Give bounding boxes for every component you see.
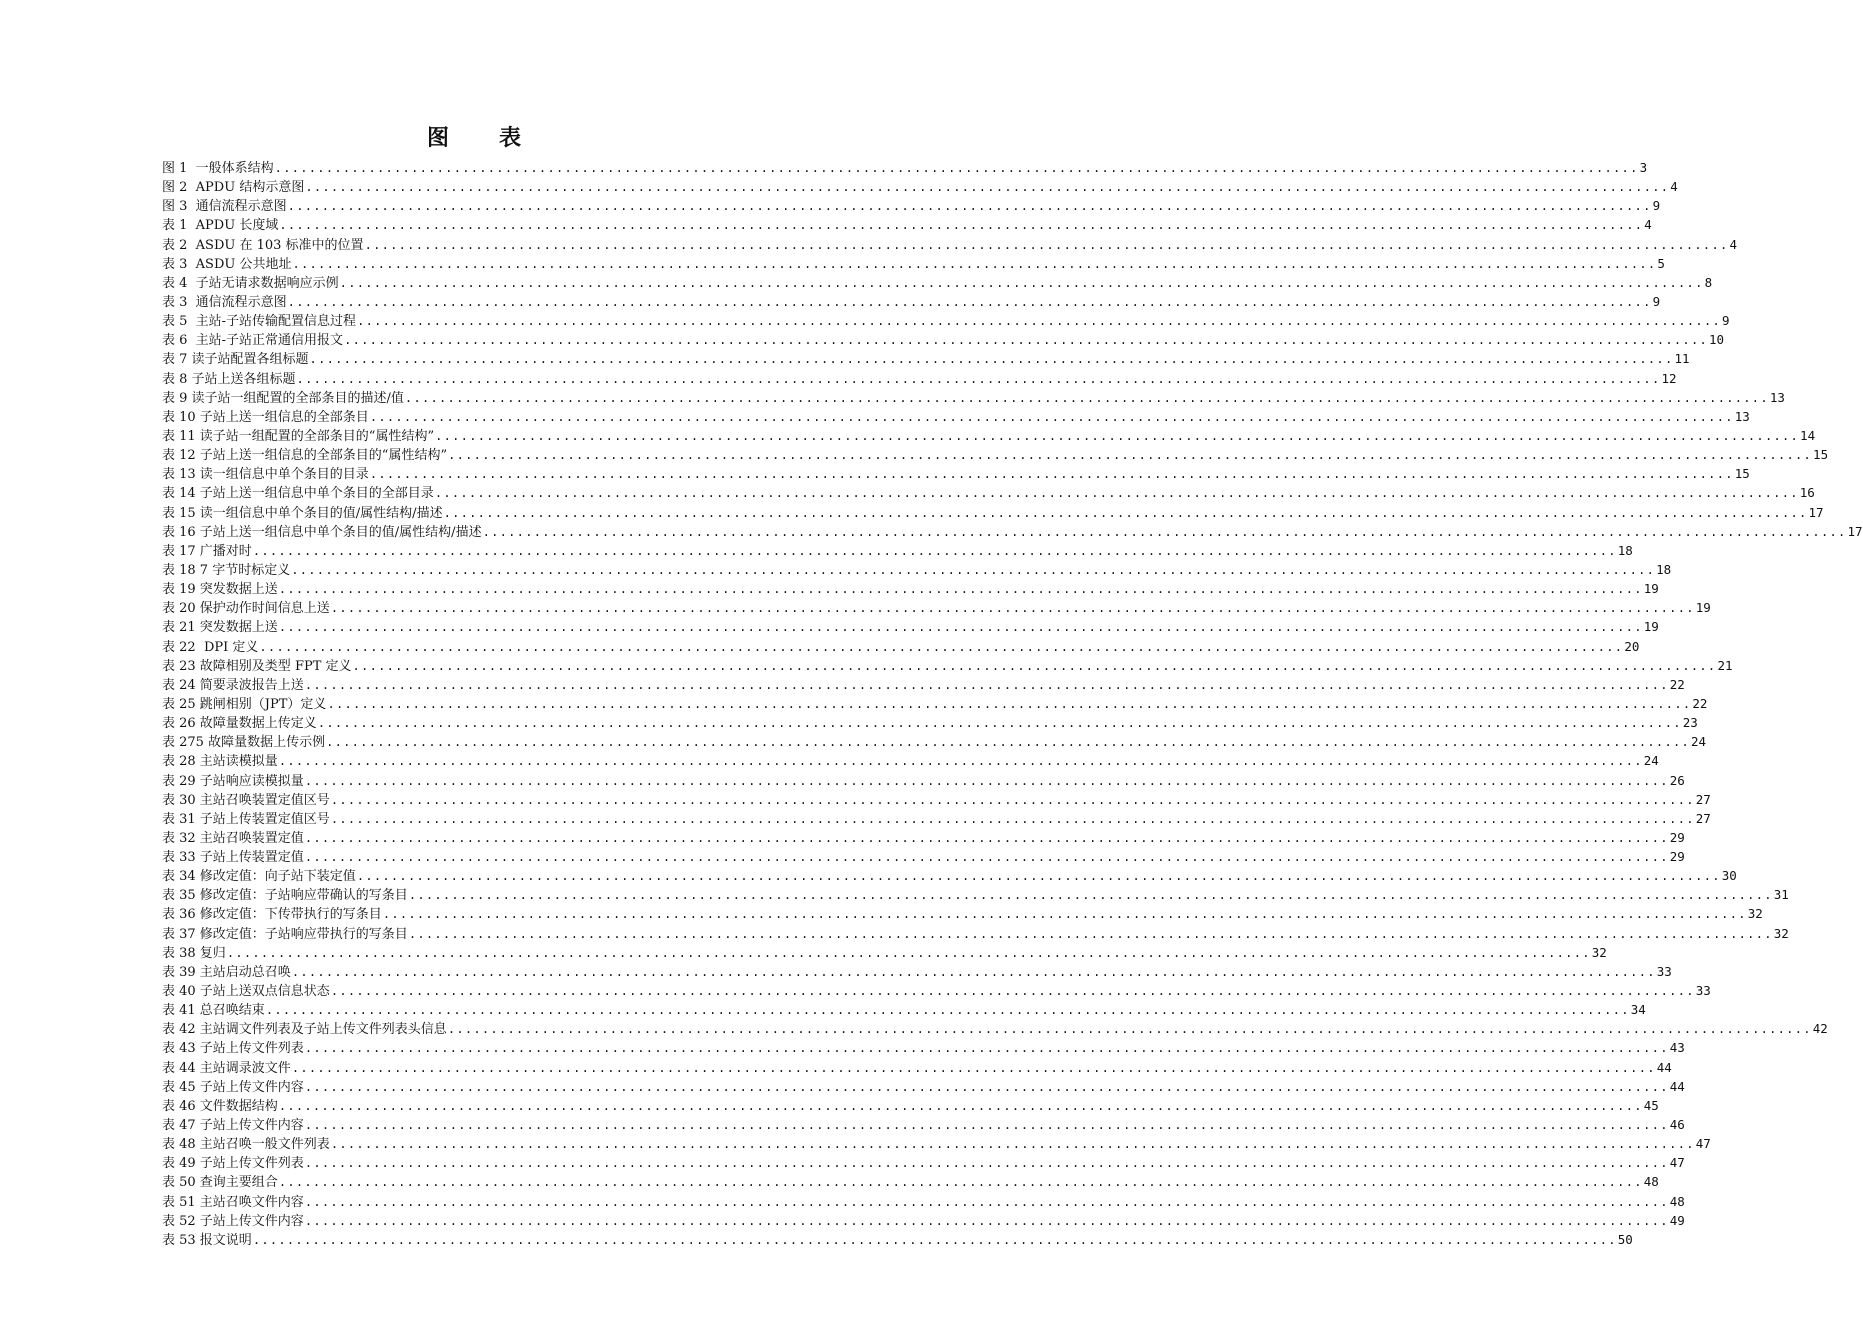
- toc-entry-label: 表 32 主站召唤装置定值: [162, 830, 304, 846]
- toc-entry-label: 表 42 主站调文件列表及子站上传文件列表头信息: [162, 1022, 447, 1038]
- toc-entry[interactable]: [162, 426, 1816, 445]
- toc-dot-leader: ................................................................................................................................................................: [226, 945, 1591, 960]
- toc-entry-page-number: 32: [1773, 925, 1789, 941]
- toc-entry[interactable]: [162, 522, 1863, 541]
- toc-entry-label: 表 41 总召唤结束: [162, 1003, 265, 1019]
- toc-entry[interactable]: [162, 732, 1707, 751]
- toc-entry-label: 表 43 子站上传文件列表: [162, 1041, 304, 1057]
- toc-entry-page-number: 32: [1591, 944, 1607, 960]
- toc-entry-label: 表 7 读子站配置各组标题: [162, 352, 309, 368]
- toc-dot-leader: ................................................................................................................................................................: [304, 830, 1669, 845]
- toc-entry-label: 表 14 子站上送一组信息中单个条目的全部目录: [162, 486, 434, 502]
- toc-entry-page-number: 34: [1630, 1002, 1646, 1018]
- toc-dot-leader: ................................................................................................................................................................: [357, 314, 1721, 329]
- toc-entry-page-number: 15: [1813, 447, 1829, 463]
- toc-entry-page-number: 23: [1682, 715, 1698, 731]
- toc-dot-leader: ................................................................................................................................................................: [330, 1137, 1695, 1152]
- toc-entry-label: 表 19 突发数据上送: [162, 582, 278, 598]
- toc-dot-leader: ................................................................................................................................................................: [364, 237, 1729, 252]
- toc-entry-label: 表 23 故障相别及类型 FPT 定义: [162, 658, 352, 674]
- toc-entry[interactable]: [162, 541, 1633, 560]
- toc-entry-label: 表 3 通信流程示意图: [162, 294, 287, 310]
- toc-dot-leader: ................................................................................................................................................................: [304, 850, 1669, 865]
- toc-entry-page-number: 16: [1799, 485, 1815, 501]
- toc-entry-page-number: 30: [1721, 868, 1737, 884]
- toc-entry[interactable]: [162, 369, 1677, 388]
- toc-entry-page-number: 3: [1639, 160, 1648, 175]
- toc-entry-page-number: 13: [1734, 408, 1750, 424]
- toc-entry-label: 表 9 读子站一组配置的全部条目的描述/值: [162, 390, 404, 406]
- toc-dot-leader: ................................................................................................................................................................: [278, 1175, 1643, 1190]
- toc-entry[interactable]: [162, 483, 1815, 502]
- toc-entry-label: 表 24 简要录波报告上送: [162, 677, 304, 693]
- page-title: [0, 124, 950, 154]
- toc-entry-label: 表 25 跳闸相别（JPT）定义: [162, 696, 327, 712]
- toc-entry[interactable]: [162, 904, 1763, 923]
- toc-entry-page-number: 11: [1674, 351, 1690, 367]
- toc-dot-leader: ................................................................................................................................................................: [317, 716, 1682, 731]
- toc-entry-page-number: 45: [1643, 1097, 1659, 1113]
- toc-entry[interactable]: [162, 215, 1652, 234]
- toc-dot-leader: ................................................................................................................................................................: [369, 409, 1734, 424]
- toc-entry[interactable]: [162, 273, 1713, 292]
- toc-entry-page-number: 29: [1669, 849, 1685, 865]
- toc-entry[interactable]: [162, 445, 1829, 464]
- toc-dot-leader: ................................................................................................................................................................: [278, 1098, 1643, 1113]
- toc-dot-leader: ................................................................................................................................................................: [291, 562, 1656, 577]
- toc-dot-leader: ................................................................................................................................................................: [408, 888, 1773, 903]
- toc-entry[interactable]: [162, 981, 1711, 1000]
- toc-entry-label: 图 1 一般体系结构: [162, 161, 274, 176]
- toc-entry[interactable]: [162, 809, 1711, 828]
- toc-dot-leader: ................................................................................................................................................................: [352, 658, 1717, 673]
- toc-entry[interactable]: [162, 1000, 1646, 1019]
- toc-dot-leader: ................................................................................................................................................................: [309, 352, 1674, 367]
- toc-entry-label: 表 275 故障量数据上传示例: [162, 735, 326, 751]
- toc-entry[interactable]: [162, 885, 1789, 904]
- toc-entry-page-number: 13: [1769, 389, 1785, 405]
- toc-dot-leader: ................................................................................................................................................................: [304, 677, 1669, 692]
- toc-entry[interactable]: [162, 235, 1738, 254]
- toc-dot-leader: ................................................................................................................................................................: [447, 1022, 1812, 1037]
- toc-entry[interactable]: [162, 790, 1711, 809]
- toc-entry-label: 表 6 主站-子站正常通信用报文: [162, 333, 344, 349]
- toc-entry-label: 表 45 子站上传文件内容: [162, 1079, 304, 1095]
- toc-entry-label: 表 1 APDU 长度域: [162, 218, 279, 234]
- toc-entry-page-number: 20: [1624, 638, 1640, 654]
- toc-entry-page-number: 9: [1722, 313, 1730, 329]
- toc-entry-page-number: 29: [1669, 829, 1685, 845]
- toc-entry[interactable]: [162, 847, 1685, 866]
- toc-dot-leader: ................................................................................................................................................................: [252, 543, 1617, 558]
- toc-entry[interactable]: [162, 675, 1685, 694]
- toc-entry-page-number: 4: [1729, 236, 1738, 252]
- toc-entry-page-number: 50: [1617, 1231, 1633, 1247]
- toc-entry[interactable]: [162, 560, 1672, 579]
- toc-entry[interactable]: [162, 828, 1685, 847]
- toc-entry-page-number: 8: [1704, 274, 1713, 290]
- toc-dot-leader: ................................................................................................................................................................: [408, 926, 1773, 941]
- toc-dot-leader: ................................................................................................................................................................: [259, 639, 1624, 654]
- toc-entry-label: 表 48 主站召唤一般文件列表: [162, 1137, 330, 1153]
- toc-entry[interactable]: [162, 617, 1659, 636]
- toc-entry-page-number: 5: [1657, 255, 1665, 271]
- toc-entry[interactable]: [162, 866, 1737, 885]
- toc-entry[interactable]: [162, 1172, 1659, 1191]
- toc-entry[interactable]: [162, 579, 1659, 598]
- title-char-2: 表: [499, 126, 524, 151]
- toc-entry-label: 表 28 主站读模拟量: [162, 754, 278, 770]
- toc-entry-page-number: 26: [1669, 772, 1685, 788]
- toc-dot-leader: ................................................................................................................................................................: [278, 582, 1643, 597]
- toc-entry-page-number: 9: [1652, 293, 1661, 309]
- toc-entry-label: 表 37 修改定值：子站响应带执行的写条目: [162, 926, 408, 942]
- toc-entry[interactable]: [162, 177, 1678, 196]
- toc-entry-page-number: 47: [1669, 1155, 1685, 1171]
- toc-entry-label: 表 26 故障量数据上传定义: [162, 716, 317, 732]
- toc-entry[interactable]: [162, 962, 1672, 981]
- toc-entry-page-number: 18: [1617, 542, 1633, 558]
- toc-entry-label: 表 10 子站上送一组信息的全部条目: [162, 409, 369, 425]
- title-char-1: 图: [426, 126, 451, 151]
- toc-dot-leader: ................................................................................................................................................................: [304, 1118, 1669, 1133]
- toc-entry-page-number: 27: [1695, 810, 1711, 826]
- toc-entry-label: 表 39 主站启动总召唤: [162, 964, 291, 980]
- toc-dot-leader: ................................................................................................................................................................: [448, 448, 1813, 463]
- toc-entry-page-number: 47: [1695, 1136, 1711, 1152]
- toc-entry[interactable]: [162, 158, 1648, 177]
- toc-dot-leader: ................................................................................................................................................................: [369, 467, 1734, 482]
- toc-entry-page-number: 9: [1652, 198, 1661, 214]
- toc-dot-leader: ................................................................................................................................................................: [291, 964, 1656, 979]
- toc-entry-page-number: 4: [1670, 179, 1678, 195]
- toc-dot-leader: ................................................................................................................................................................: [344, 333, 1708, 348]
- toc-dot-leader: ................................................................................................................................................................: [296, 371, 1661, 386]
- toc-entry-label: 表 16 子站上送一组信息中单个条目的值/属性结构/描述: [162, 524, 482, 540]
- toc-dot-leader: ................................................................................................................................................................: [304, 1213, 1669, 1228]
- toc-entry-page-number: 19: [1643, 581, 1659, 597]
- toc-entry-page-number: 42: [1812, 1021, 1828, 1037]
- toc-entry-label: 表 29 子站响应读模拟量: [162, 773, 304, 789]
- toc-dot-leader: ................................................................................................................................................................: [305, 180, 1670, 195]
- toc-entry-page-number: 33: [1695, 983, 1711, 999]
- toc-entry-label: 表 2 ASDU 在 103 标准中的位置: [162, 237, 364, 253]
- toc-entry[interactable]: [162, 943, 1607, 962]
- toc-entry-page-number: 31: [1773, 887, 1789, 903]
- toc-entry[interactable]: [162, 1134, 1711, 1153]
- toc-dot-leader: ................................................................................................................................................................: [291, 1060, 1656, 1075]
- toc-entry[interactable]: [162, 598, 1711, 617]
- toc-entry-label: 表 15 读一组信息中单个条目的值/属性结构/描述: [162, 505, 443, 521]
- toc-entry[interactable]: [162, 349, 1690, 368]
- toc-entry[interactable]: [162, 713, 1698, 732]
- toc-entry-label: 表 4 子站无请求数据响应示例: [162, 275, 339, 291]
- toc-dot-leader: ................................................................................................................................................................: [279, 218, 1644, 233]
- toc-dot-leader: ................................................................................................................................................................: [292, 256, 1657, 271]
- toc-entry-label: 表 33 子站上传装置定值: [162, 850, 304, 866]
- toc-dot-leader: ................................................................................................................................................................: [339, 275, 1704, 290]
- toc-entry-page-number: 22: [1669, 676, 1685, 692]
- toc-entry-label: 表 18 7 字节时标定义: [162, 562, 291, 578]
- toc-entry[interactable]: [162, 254, 1665, 273]
- toc-entry[interactable]: [162, 1115, 1685, 1134]
- toc-dot-leader: ................................................................................................................................................................: [304, 1156, 1669, 1171]
- toc-dot-leader: ................................................................................................................................................................: [330, 984, 1695, 999]
- toc-entry-page-number: 15: [1734, 466, 1750, 482]
- toc-dot-leader: ................................................................................................................................................................: [404, 390, 1769, 405]
- toc-dot-leader: ................................................................................................................................................................: [326, 735, 1691, 750]
- toc-entry[interactable]: [162, 1211, 1685, 1230]
- toc-dot-leader: ................................................................................................................................................................: [356, 869, 1721, 884]
- toc-entry-label: 表 52 子站上传文件内容: [162, 1213, 304, 1229]
- toc-entry[interactable]: [162, 1058, 1672, 1077]
- toc-dot-leader: ................................................................................................................................................................: [304, 1079, 1669, 1094]
- toc-entry-page-number: 24: [1691, 734, 1707, 750]
- toc-entry[interactable]: [162, 503, 1824, 522]
- toc-entry-page-number: 12: [1661, 370, 1677, 386]
- toc-entry[interactable]: [162, 1038, 1685, 1057]
- toc-entry-label: 表 51 主站召唤文件内容: [162, 1194, 304, 1210]
- toc-entry[interactable]: [162, 924, 1789, 943]
- toc-entry[interactable]: [162, 464, 1750, 483]
- toc-entry-page-number: 48: [1669, 1193, 1685, 1209]
- table-of-figures-and-tables: [162, 158, 1863, 1249]
- toc-entry-page-number: 43: [1669, 1040, 1685, 1056]
- toc-dot-leader: ................................................................................................................................................................: [434, 486, 1799, 501]
- toc-entry-label: 图 3 通信流程示意图: [162, 199, 287, 215]
- toc-entry-label: 表 11 读子站一组配置的全部条目的“属性结构”: [162, 428, 435, 444]
- toc-entry-page-number: 48: [1643, 1174, 1659, 1190]
- toc-dot-leader: ................................................................................................................................................................: [304, 1194, 1669, 1209]
- toc-entry[interactable]: [162, 1077, 1685, 1096]
- toc-entry-label: 表 20 保护动作时间信息上送: [162, 601, 330, 617]
- toc-entry-label: 表 38 复归: [162, 945, 226, 961]
- toc-entry-label: 表 49 子站上传文件列表: [162, 1156, 304, 1172]
- toc-entry-page-number: 44: [1656, 1059, 1672, 1075]
- toc-entry-page-number: 18: [1656, 561, 1672, 577]
- toc-entry[interactable]: [162, 694, 1708, 713]
- toc-dot-leader: ................................................................................................................................................................: [304, 1041, 1669, 1056]
- toc-entry-label: 表 34 修改定值：向子站下装定值: [162, 869, 356, 885]
- toc-entry-label: 表 13 读一组信息中单个条目的目录: [162, 467, 369, 483]
- toc-entry-page-number: 19: [1643, 619, 1659, 635]
- toc-entry-label: 图 2 APDU 结构示意图: [162, 180, 305, 196]
- toc-entry-label: 表 40 子站上送双点信息状态: [162, 984, 330, 1000]
- toc-dot-leader: ................................................................................................................................................................: [482, 524, 1847, 539]
- toc-entry[interactable]: [162, 292, 1661, 311]
- toc-dot-leader: ................................................................................................................................................................: [443, 505, 1808, 520]
- toc-entry[interactable]: [162, 1019, 1828, 1038]
- toc-entry-page-number: 19: [1695, 600, 1711, 616]
- toc-entry-label: 表 46 文件数据结构: [162, 1098, 278, 1114]
- toc-entry-label: 表 21 突发数据上送: [162, 620, 278, 636]
- toc-dot-leader: ................................................................................................................................................................: [382, 907, 1747, 922]
- toc-entry[interactable]: [162, 771, 1685, 790]
- toc-entry-label: 表 17 广播对时: [162, 543, 252, 559]
- toc-entry[interactable]: [162, 388, 1785, 407]
- toc-entry-page-number: 49: [1669, 1212, 1685, 1228]
- toc-entry-label: 表 47 子站上传文件内容: [162, 1118, 304, 1134]
- toc-entry-label: 表 31 子站上传装置定值区号: [162, 811, 330, 827]
- toc-entry-label: 表 36 修改定值：下传带执行的写条目: [162, 907, 382, 923]
- toc-entry[interactable]: [162, 1230, 1633, 1249]
- toc-dot-leader: ................................................................................................................................................................: [330, 811, 1695, 826]
- toc-dot-leader: ................................................................................................................................................................: [252, 1232, 1617, 1247]
- toc-entry-label: 表 35 修改定值：子站响应带确认的写条目: [162, 888, 408, 904]
- toc-entry[interactable]: [162, 330, 1725, 349]
- toc-entry-label: 表 44 主站调录波文件: [162, 1060, 291, 1076]
- toc-entry-label: 表 8 子站上送各组标题: [162, 371, 296, 387]
- toc-entry-label: 表 22 DPI 定义: [162, 639, 259, 655]
- toc-dot-leader: ................................................................................................................................................................: [435, 428, 1800, 443]
- toc-entry-label: 表 30 主站召唤装置定值区号: [162, 792, 330, 808]
- toc-entry-label: 表 5 主站-子站传输配置信息过程: [162, 314, 357, 330]
- toc-entry-label: 表 3 ASDU 公共地址: [162, 256, 292, 272]
- toc-dot-leader: ................................................................................................................................................................: [327, 696, 1692, 711]
- toc-dot-leader: ................................................................................................................................................................: [287, 199, 1652, 214]
- toc-entry[interactable]: [162, 1096, 1659, 1115]
- toc-entry-page-number: 4: [1644, 217, 1652, 233]
- toc-entry[interactable]: [162, 311, 1730, 330]
- toc-dot-leader: ................................................................................................................................................................: [278, 754, 1643, 769]
- toc-dot-leader: ................................................................................................................................................................: [330, 601, 1695, 616]
- toc-dot-leader: ................................................................................................................................................................: [278, 620, 1643, 635]
- toc-entry-page-number: 27: [1695, 791, 1711, 807]
- toc-entry[interactable]: [162, 637, 1640, 656]
- toc-entry[interactable]: [162, 1153, 1685, 1172]
- toc-entry[interactable]: [162, 407, 1750, 426]
- toc-entry-page-number: 44: [1669, 1078, 1685, 1094]
- toc-dot-leader: ................................................................................................................................................................: [274, 161, 1639, 175]
- toc-dot-leader: ................................................................................................................................................................: [265, 1003, 1630, 1018]
- toc-entry-page-number: 46: [1669, 1117, 1685, 1133]
- toc-entry-page-number: 24: [1643, 753, 1659, 769]
- toc-entry[interactable]: [162, 1192, 1685, 1211]
- toc-entry-page-number: 10: [1709, 332, 1725, 348]
- toc-entry-label: 表 12 子站上送一组信息的全部条目的“属性结构”: [162, 448, 448, 464]
- toc-entry-page-number: 21: [1717, 657, 1733, 673]
- toc-dot-leader: ................................................................................................................................................................: [330, 792, 1695, 807]
- toc-entry-page-number: 32: [1747, 906, 1763, 922]
- toc-entry[interactable]: [162, 196, 1661, 215]
- toc-dot-leader: ................................................................................................................................................................: [304, 773, 1669, 788]
- toc-entry-page-number: 17: [1808, 504, 1824, 520]
- toc-entry-page-number: 33: [1656, 963, 1672, 979]
- toc-entry-page-number: 14: [1800, 427, 1816, 443]
- toc-entry-page-number: 17: [1847, 523, 1863, 539]
- toc-dot-leader: ................................................................................................................................................................: [287, 294, 1652, 309]
- toc-entry-label: 表 50 查询主要组合: [162, 1175, 278, 1191]
- toc-entry-label: 表 53 报文说明: [162, 1232, 252, 1248]
- toc-entry-page-number: 22: [1692, 695, 1708, 711]
- toc-entry[interactable]: [162, 656, 1733, 675]
- toc-entry[interactable]: [162, 751, 1659, 770]
